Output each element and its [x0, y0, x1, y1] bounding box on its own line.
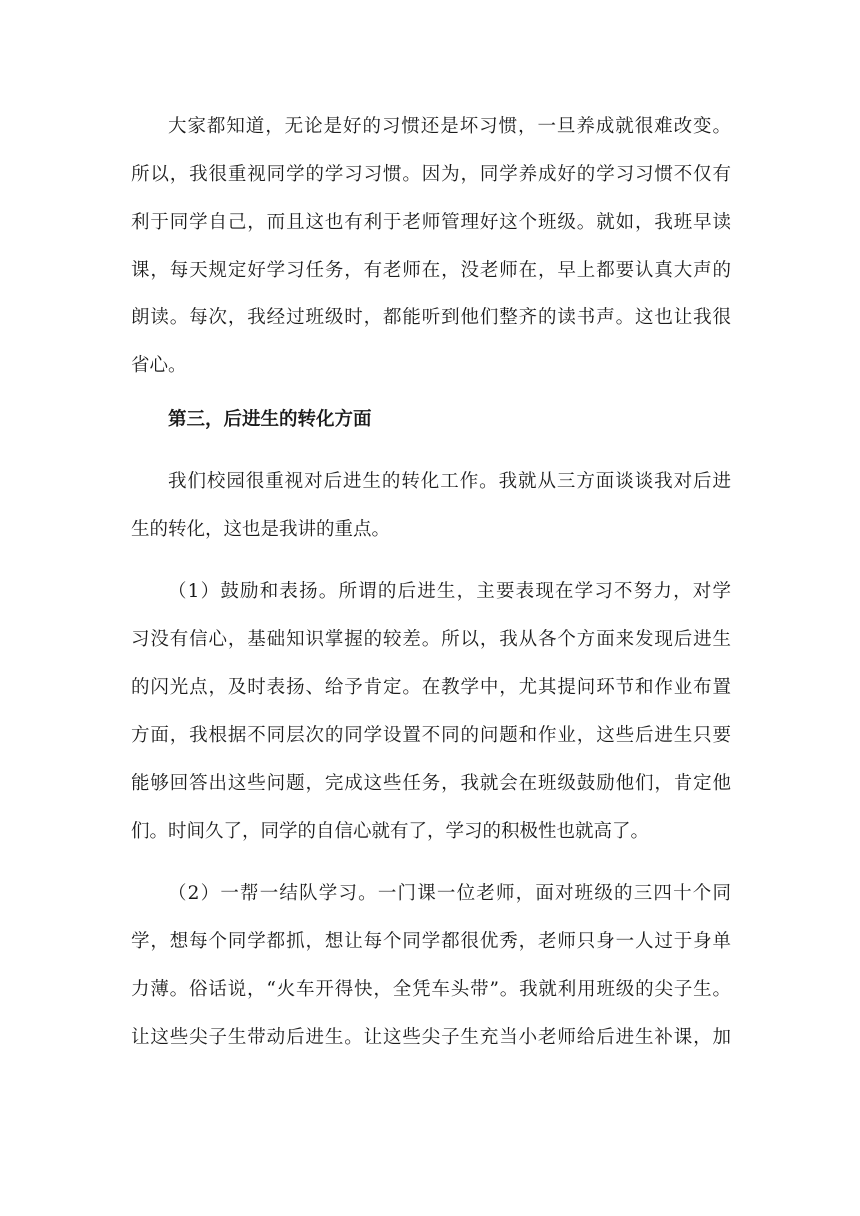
paragraph-line: 习没有信心，基础知识掌握的较差。所以，我从各个方面来发现后进生 — [131, 629, 731, 650]
paragraph-line: （1）鼓励和表扬。所谓的后进生，主要表现在学习不努力，对学 — [168, 581, 731, 602]
paragraph-line: 们。时间久了，同学的自信心就有了，学习的积极性也就高了。 — [131, 821, 650, 842]
paragraph-line: 力薄。俗话说，“火车开得快，全凭车头带”。我就利用班级的尖子生。 — [131, 979, 731, 1000]
paragraph-line: 学，想每个同学都抓，想让每个同学都很优秀，老师只身一人过于身单 — [131, 931, 731, 952]
paragraph-line: 所以，我很重视同学的学习习惯。因为，同学养成好的学习习惯不仅有 — [131, 164, 731, 185]
paragraph-line: 的闪光点，及时表扬、给予肯定。在教学中，尤其提问环节和作业布置 — [131, 677, 731, 698]
paragraph-line: 课，每天规定好学习任务，有老师在，没老师在，早上都要认真大声的 — [131, 260, 731, 281]
paragraph-line: 让这些尖子生带动后进生。让这些尖子生充当小老师给后进生补课，加 — [131, 1027, 731, 1048]
paragraph-line: 我们校园很重视对后进生的转化工作。我就从三方面谈谈我对后进 — [168, 471, 731, 492]
paragraph-line: （2）一帮一结队学习。一门课一位老师，面对班级的三四十个同 — [168, 883, 731, 904]
section-heading: 第三，后进生的转化方面 — [168, 409, 372, 430]
paragraph-line: 朗读。每次，我经过班级时，都能听到他们整齐的读书声。这也让我很 — [131, 307, 731, 328]
paragraph-line: 大家都知道，无论是好的习惯还是坏习惯，一旦养成就很难改变。 — [168, 116, 731, 137]
paragraph-line: 生的转化，这也是我讲的重点。 — [131, 519, 391, 540]
paragraph-line: 方面，我根据不同层次的同学设置不同的问题和作业，这些后进生只要 — [131, 725, 731, 746]
paragraph-line: 利于同学自己，而且这也有利于老师管理好这个班级。就如，我班早读 — [131, 212, 731, 233]
paragraph-line: 省心。 — [131, 355, 187, 376]
paragraph-line: 能够回答出这些问题，完成这些任务，我就会在班级鼓励他们，肯定他 — [131, 773, 731, 794]
